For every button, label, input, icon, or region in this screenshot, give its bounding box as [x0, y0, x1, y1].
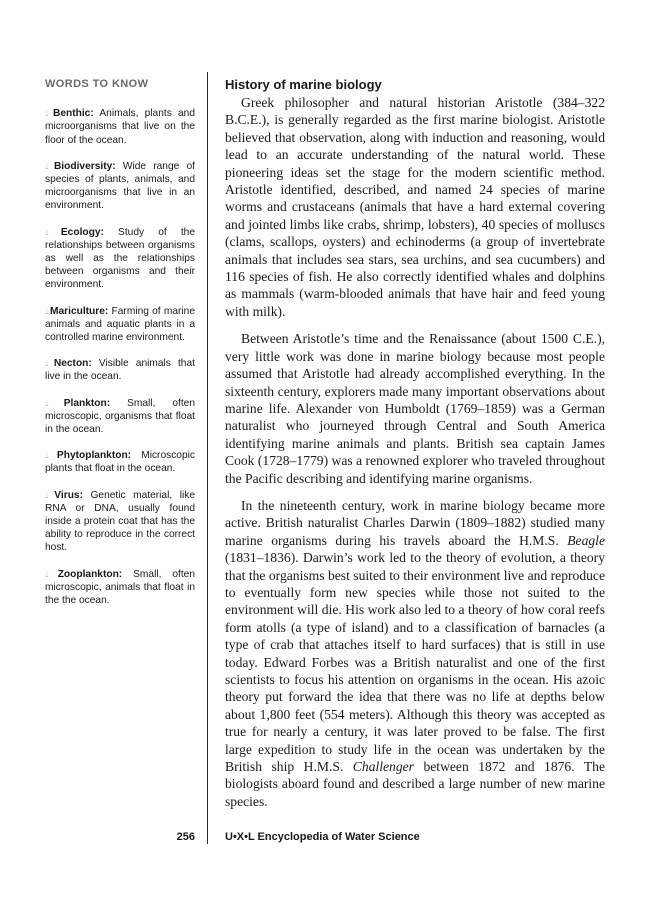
- term-word: Phytoplankton:: [56, 450, 132, 462]
- droplet-icon: 💧︎: [45, 358, 53, 369]
- term-ecology: [45, 226, 195, 292]
- term-necton: [45, 357, 195, 383]
- book-title: U•X•L Encyclopedia of Water Science: [225, 831, 420, 843]
- term-definition: Farming of marine animals and aquatic plants in a controlled marine environment.: [45, 305, 195, 344]
- paragraph-text: (1831–1836). Darwin’s work led to the theory of evolution, a theory that the organisms best suited to their environment live and reproduce to eventually form new species while those not suited to the environment will die. His work also led to a theory of how coral reefs form atolls (a type of island) and to a classification of barnacles (a type of crab that attaches itself to hard surfaces) that is still in use today. Edward Forbes was a British naturalist and one of the first scientists to focus his attention on organisms in the ocean. His azoic theory put forward the idea that there was no life at depths below about 1,800 feet (554 meters). Although this theory was accepted as true for nearly a century, it was later proved to be false. The first large expedition to study life in the ocean was undertaken by the British ship H.M.S.: [225, 550, 605, 775]
- term-benthic: [45, 107, 195, 147]
- paragraph-renaissance: Between Aristotle’s time and the Renaissance (about 1500 C.E.), very little work was done in marine biology because most people assumed that Aristotle had already accomplished everything. In the sixteenth century, explorers made many important observations about marine life. Alexander von Humboldt (1769–1859) was a German naturalist who journeyed through Central and South America identifying marine animals and plants. British sea captain James Cook (1728–1779) was a renowned explorer who traveled throughout the Pacific describing and identifying marine organisms.: [225, 331, 605, 486]
- droplet-icon: 💧︎: [45, 226, 60, 237]
- droplet-icon: 💧︎: [45, 305, 49, 316]
- ship-name-beagle: Beagle: [567, 532, 605, 548]
- droplet-icon: 💧︎: [45, 160, 53, 171]
- term-phytoplankton: [45, 449, 195, 475]
- term-word: Mariculture:: [50, 305, 109, 317]
- footer-divider: [207, 826, 208, 844]
- paragraph-nineteenth-century: [225, 497, 605, 810]
- droplet-icon: 💧︎: [45, 568, 57, 579]
- column-divider: [207, 72, 208, 842]
- term-definition: Study of the relationships between organisms as well as the relationships between organisms and their environment.: [45, 226, 195, 291]
- paragraph-text: between 1872 and 1876. The biologists aboard found and described a large number of new marine species.: [225, 759, 605, 809]
- words-to-know-sidebar: [45, 70, 195, 620]
- term-word: Benthic:: [52, 108, 94, 120]
- term-definition: Wide range of species of plants, animals, and microorganisms that live in an environment.: [45, 160, 195, 212]
- term-zooplankton: [45, 568, 195, 608]
- term-definition: Microscopic plants that float in the ocean.: [45, 450, 195, 475]
- term-virus: [45, 489, 195, 555]
- term-definition: Genetic material, like RNA or DNA, usually found inside a protein coat that has the ability to reproduce in the correct host.: [45, 489, 195, 554]
- term-word: Virus:: [54, 489, 83, 501]
- term-word: Necton:: [53, 358, 92, 370]
- ship-name-challenger: Challenger: [352, 759, 414, 775]
- term-word: Ecology:: [60, 226, 104, 238]
- main-article: [225, 76, 605, 820]
- term-word: Plankton:: [63, 397, 111, 409]
- droplet-icon: 💧︎: [45, 397, 63, 408]
- sidebar-title: WORDS TO KNOW: [45, 78, 149, 90]
- term-definition: Small, often microscopic, animals that float in the the ocean.: [45, 568, 195, 607]
- term-word: Zooplankton:: [57, 568, 123, 580]
- term-definition: Animals, plants and microorganisms that live on the floor of the ocean.: [45, 108, 195, 146]
- term-word: Biodiversity:: [53, 160, 116, 172]
- term-mariculture: [45, 305, 195, 345]
- term-plankton: [45, 397, 195, 437]
- term-definition: Visible animals that live in the ocean.: [45, 358, 195, 383]
- paragraph-aristotle: Greek philosopher and natural historian Aristotle (384–322 B.C.E.), is generally regarded as the first marine biologist. Aristotle believed that observation, along with induction and reasoning, would lead to an accurate understanding of the natural world. These pioneering ideas set the stage for the modern scientific method. Aristotle identified, described, and named 24 species of marine worms and crustaceans (animals that have a hard external covering and jointed limbs like crabs, shrimp, lobsters), 40 species of molluscs (clams, scallops, oysters) and echinoderms (a group of invertebrate animals that includes sea stars, sea urchins, and sea cucumbers) and 116 species of fish. He also correctly identified whales and dolphins as mammals (warm-blooded animals that have hair and feed young with milk).: [225, 95, 605, 319]
- droplet-icon: 💧︎: [45, 450, 56, 461]
- droplet-icon: 💧︎: [45, 489, 54, 500]
- section-title: History of marine biology: [225, 77, 382, 92]
- droplet-icon: 💧︎: [45, 108, 52, 119]
- page-number: 256: [176, 831, 195, 843]
- term-definition: Small, often microscopic, organisms that float in the ocean.: [45, 397, 195, 436]
- term-biodiversity: [45, 160, 195, 213]
- paragraph-text: In the nineteenth century, work in marine biology became more active. British naturalist Charles Darwin (1809–1882) studied many marine organisms during his travels aboard the H.M.S.: [225, 497, 605, 548]
